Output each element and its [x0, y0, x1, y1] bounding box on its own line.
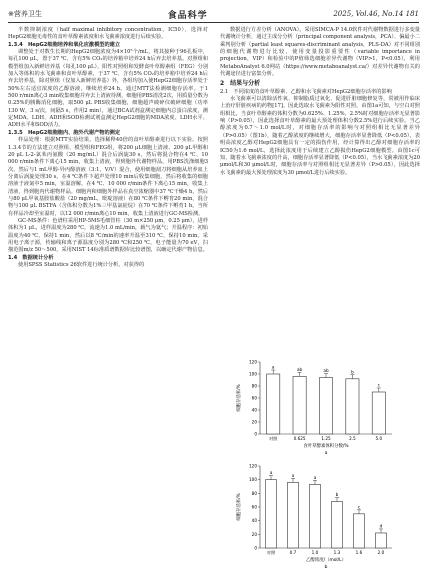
section-heading: 1.3.4 HepG2细胞培养和氧化应激模型的建立 [8, 41, 121, 48]
y-tick-label: 100 [249, 477, 257, 483]
significance-label: ab [296, 366, 303, 372]
significance-label: a [313, 474, 317, 480]
y-tick-label: 40 [251, 407, 257, 413]
bar [332, 502, 343, 548]
figure-1b [232, 460, 402, 570]
y-tick-label: 120 [249, 463, 257, 469]
bar [267, 374, 280, 434]
running-header [8, 6, 419, 22]
paragraph: 半数抑制浓度（half maximal inhibitory concentration，IC50），选择对HepG2细胞无毒性的食叶草醇素浓度和水飞蓟素浓度进行后续实验。 [8, 27, 208, 41]
y-tick-label: 40 [251, 518, 257, 524]
section-heading: 1.3.5 HepG2细胞胞内、胞外代谢产物的测定 [8, 129, 121, 136]
journal-logo: 食品科学 [167, 10, 208, 21]
paragraph: 数据进行方差分析（ANOVA）。采用SIMCA-P 14.0软件对代谢物数据进行多变量代谢统计分析，通过主成分分析（principal component analysis，PCA）、偏最小二乘判别分析（partial least squares-discriminant analysis，PLS-DA）对不同组别的细胞代谢物进行比较，使用变量投影重要性（variable importance in projection，VIP）和检验中的P值筛选细胞差异代谢物（VIP>1，P<0.05），利用MetaboAnalyst 6.0网站（https://www.metaboanalyst.ca/）对差异代谢物有关的代谢途径进行富集分析。 [220, 27, 420, 78]
significance-label: b [335, 492, 339, 498]
bar [346, 379, 359, 434]
paragraph: GC-MS条件：色谱柱采用HP-5MS毛细管柱（30 m×250 μm，0.25 μm），进样体积为1 μL，进样温度为280 ℃，流速为1.0 mL/min，载气为氦气；升温程序：初始温度为40 ℃，保持1 min，然后以8 ℃/min的速率升温至310 ℃，保持10 min。采用电子离子源，传输线和离子源温度分别为280 ℃和250 ℃，电子能量为70 eV，扫描范围m/z 50～500，采用NIST 14标准质谱数据库比较谱图，以确定代谢产物信息。 [8, 217, 209, 254]
y-tick-label: 20 [251, 531, 257, 537]
y-tick-label: 120 [249, 359, 257, 365]
x-tick-label: 0.7 [289, 550, 297, 555]
x-tick-label: 2.5 [349, 436, 356, 441]
x-tick-label: 1.6 [355, 550, 363, 555]
y-tick-label: 60 [251, 395, 257, 401]
x-tick-label: 1.25 [321, 436, 331, 441]
paragraph: 样品处理：根据MTT实验结果，选择稀释40倍的食叶草醇素进行以下实验。按照1.3.4节的方法建立对照组、模型组和FEG组，将200 μL细胞上清液、200 μL甲醇和20 μL L-2-氯苯丙氨酸（20 mg/mL）混合后涡旋30 s，然后将混合物在4 ℃、10 000 r/min条件下离心15 min，收集上清液，得到胞外代谢物样品。用PBS洗涤细胞3次，然后与1 mL甲醇-异丙醇溶液（3:1，V/V）混合，使用细胞刮刀将细胞从培养皿上分离后涡旋处理30 s。在4 ℃条件下超声处理10 min后收集细胞，然后将收集的细胞溶液于液氮中5 min，室温溶解，在4 ℃、10 000 r/min条件下离心15 min，收集上清液，得到胞内代谢物样品。细胞内和细胞外样品在真空浓缩器中37 ℃干燥4 h，然后与80 μL甲氧基胺盐酸盐（20 mg/mL，吡啶溶液）在80 ℃条件下孵育20 min，混合物与100 μL BSTFA（含体积分数为1%三甲基氯硅烷）在70 ℃条件下孵育1 h。当所有样品冷却至室温时，以12 000 r/min离心10 min，收集上清液进行GC-MS检测。 [8, 137, 208, 217]
y-tick-label: 20 [251, 419, 257, 425]
x-tick-label: 0.625 [293, 436, 306, 441]
section-label: ※营养卫生 [8, 10, 42, 18]
x-axis-label: 食叶草醇素体积分数/% [303, 444, 349, 449]
significance-label: ab [323, 368, 329, 374]
y-tick-label: 100 [249, 371, 257, 377]
y-axis-label: 细胞存活率/% [237, 493, 242, 521]
y-tick-label: 80 [251, 383, 257, 389]
issue-info: 2025, Vol.46, No.14 181 [333, 10, 419, 18]
x-tick-label: 1.0 [311, 550, 319, 555]
paragraph: 水飞蓟素可以清除活性氧、抑制脂质过氧化、促进肝脏细胞修复等，常被用作临床上治疗肝脏疾病的药物[17]。因此选取水飞蓟素为阳性对照。由图1a可知，与空白对照组相比，当食叶草醇素的体积分数为0.625%、1.25%、2.5%时对细胞存活率无显著影响（P>0.05），因此选择食叶草醇素的最大预处理体积分数2.5%进行后续实验。当乙醇浓度为0.7～1.0 mol/L时，对细胞存活率的影响与对照组相比无显著差异（P>0.05）（图1b），随着乙醇浓度的继续增大，细胞存活率显著降低（P<0.05），表明高浓度乙醇对HepG2细胞具有一定的损伤作用，经计算得出乙醇对细胞存活率的IC50为1.6 mol/L，选择此浓度用于后续建立乙醇损伤HepG2细胞模型。由图1c可知，随着水飞蓟素浓度的升高，细胞存活率显著降低（P<0.05），当水飞蓟素浓度为20 μmol/L和30 μmol/L时，细胞存活率与对照组相比无显著差异（P>0.05），因此选择水飞蓟素的最大预处理浓度为30 μmol/L进行后续实验。 [220, 96, 420, 176]
bar [266, 480, 277, 548]
y-axis-label: 细胞存活率/% [237, 384, 242, 412]
left-column [8, 27, 208, 269]
bar [354, 514, 365, 548]
section-heading: 1.4 数据统计分析 [8, 254, 54, 261]
significance-label: d [379, 523, 383, 529]
right-column [220, 27, 420, 177]
significance-label: a [291, 472, 295, 478]
paragraph: 使用SPSS Statistics 26软件进行统计分析，对获得的 [18, 262, 145, 268]
header-rule [8, 22, 419, 23]
bar [376, 533, 387, 548]
significance-label: a [269, 470, 273, 476]
y-tick-label: 80 [251, 490, 257, 496]
bar [310, 484, 321, 548]
figure-1a [232, 356, 402, 456]
x-tick-label: 5.0 [375, 436, 383, 441]
x-tick-label: 对照 [269, 436, 278, 441]
y-tick-label: 0 [254, 431, 257, 437]
section-heading: 2 结果与分析 [220, 80, 261, 88]
significance-label: c [377, 382, 380, 388]
x-tick-label: 1.3 [333, 550, 341, 555]
x-tick-label: 2.0 [377, 550, 385, 555]
bar [293, 376, 306, 434]
panel-label: a [324, 451, 328, 456]
significance-label: a [271, 364, 275, 370]
significance-label: b [351, 369, 354, 375]
panel-label: b [324, 565, 328, 570]
paragraph: 调整处于对数生长期的HepG2细胞浓度为4×10⁵个/mL，将其接种于96孔板中，每孔100 μL，置于37 ℃、含有5% CO₂的培养箱中培养24 h后弃去培养基。对照组和模型组加入新鲜培养基（每孔100 μL），阳性对照组和发酵食叶草醇素组（FEG）分别加入等体积的水飞蓟素和食叶草醇素，于37 ℃、含有5% CO₂的培养箱中培养24 h后弃去培养基，除对照组（仅加入新鲜培养基）外，各组均加入使HepG2细胞存活率处于50%左右适宜浓度的乙醇溶液，继续培养24 h。通过MTT法检测细胞存活率。于1 500 r/min离心3 min收集细胞并弃去上清液待测，细胞用PBS清洗2次，用质量分数为0.25%的胰酶消化细胞，取500 μL PBS收集细胞，细胞超声破碎仪破碎细胞（功率130 W，3 s/次，间隔5 s，作用2 min），通过BCA试剂盒测定细胞内总蛋白浓度，测定MDA、LDH、ADH和SOD检测试剂盒测定HepG2细胞的MDA浓度、LDH水平、ADH水平和SOD活力。 [8, 49, 208, 129]
bar [288, 482, 299, 548]
y-tick-label: 60 [251, 504, 257, 510]
bar [319, 378, 332, 434]
significance-label: c [357, 504, 361, 510]
y-tick-label: 0 [254, 545, 257, 551]
x-axis-label: 乙醇浓度/（mol/L） [306, 558, 346, 563]
section-heading: 2.1 不同浓度的食叶草醇素、乙醇和水飞蓟素对HepG2细胞存活率的影响 [220, 88, 392, 95]
x-tick-label: 对照 [266, 550, 276, 555]
bar [372, 392, 385, 434]
